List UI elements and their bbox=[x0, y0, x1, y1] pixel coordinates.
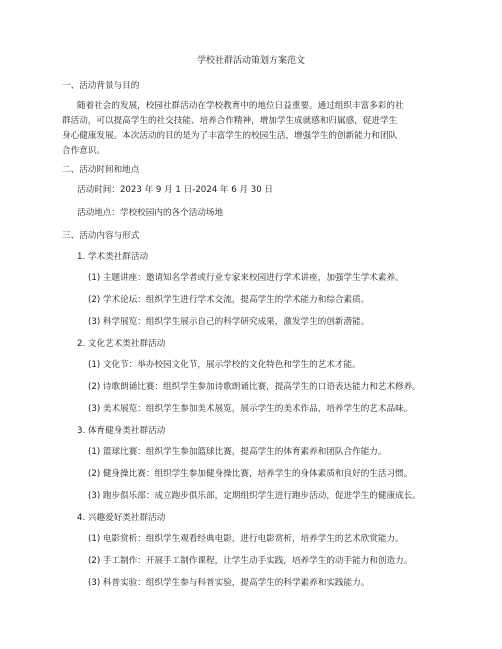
list-item: (2) 手工制作：开展手工制作课程，让学生动手实践，培养学生的动手能力和创造力。 bbox=[88, 556, 413, 566]
paragraph-line: 群活动，可以提高学生的社交技能、培养合作精神，增加学生成就感和归属感，促进学生 bbox=[62, 116, 398, 126]
paragraph-line: 合作意识。 bbox=[62, 146, 105, 156]
list-item: (1) 文化节：举办校园文化节，展示学校的文化特色和学生的艺术才能。 bbox=[88, 360, 361, 370]
list-item: (3) 美术展览：组织学生参加美术展览，展示学生的美术作品，培养学生的艺术品味。 bbox=[88, 404, 413, 414]
list-item: (2) 学术论坛：组织学生进行学术交流，提高学生的学术能力和综合素质。 bbox=[88, 295, 370, 305]
list-item: (1) 篮球比赛：组织学生参加篮球比赛，提高学生的体育素养和团队合作能力。 bbox=[88, 447, 387, 457]
section-heading-time-place: 二、活动时间和地点 bbox=[62, 165, 140, 175]
section-heading-background: 一、活动背景与目的 bbox=[62, 81, 140, 91]
list-item: (1) 主题讲座：邀请知名学者或行业专家来校园进行学术讲座，加强学生学术素养。 bbox=[88, 273, 404, 283]
list-item: (1) 电影赏析：组织学生观看经典电影，进行电影赏析，培养学生的艺术欣赏能力。 bbox=[88, 534, 404, 544]
list-item: (2) 健身操比赛：组织学生参加健身操比赛，培养学生的身体素质和良好的生活习惯。 bbox=[88, 469, 413, 479]
list-item: (2) 诗歌朗诵比赛：组织学生参加诗歌朗诵比赛，提高学生的口语表达能力和艺术修养。 bbox=[88, 382, 421, 392]
group-title-hobbies: 4. 兴趣爱好类社群活动 bbox=[77, 513, 166, 523]
paragraph-line: 随着社会的发展，校园社群活动在学校教育中的地位日益重要。通过组织丰富多彩的社 bbox=[77, 101, 404, 111]
group-title-sports: 3. 体育健身类社群活动 bbox=[77, 426, 166, 436]
list-item: (3) 科学展览：组织学生展示自己的科学研究成果，激发学生的创新潜能。 bbox=[88, 317, 370, 327]
activity-time: 活动时间：2023 年 9 月 1 日-2024 年 6 月 30 日 bbox=[77, 185, 274, 195]
group-title-culture-art: 2. 文化艺术类社群活动 bbox=[77, 339, 166, 349]
group-title-academic: 1. 学术类社群活动 bbox=[77, 252, 149, 262]
activity-place: 活动地点：学校校园内的各个活动场地 bbox=[77, 208, 224, 218]
document-title: 学校社群活动策划方案范文 bbox=[196, 56, 305, 66]
list-item: (3) 跑步俱乐部：成立跑步俱乐部，定期组织学生进行跑步活动，促进学生的健康成长。 bbox=[88, 491, 421, 501]
paragraph-line: 身心健康发展。本次活动的目的是为了丰富学生的校园生活，增强学生的创新能力和团队 bbox=[62, 131, 398, 141]
section-heading-content: 三、活动内容与形式 bbox=[62, 231, 140, 241]
list-item: (3) 科普实验：组织学生参与科普实验，提高学生的科学素养和实践能力。 bbox=[88, 578, 370, 588]
